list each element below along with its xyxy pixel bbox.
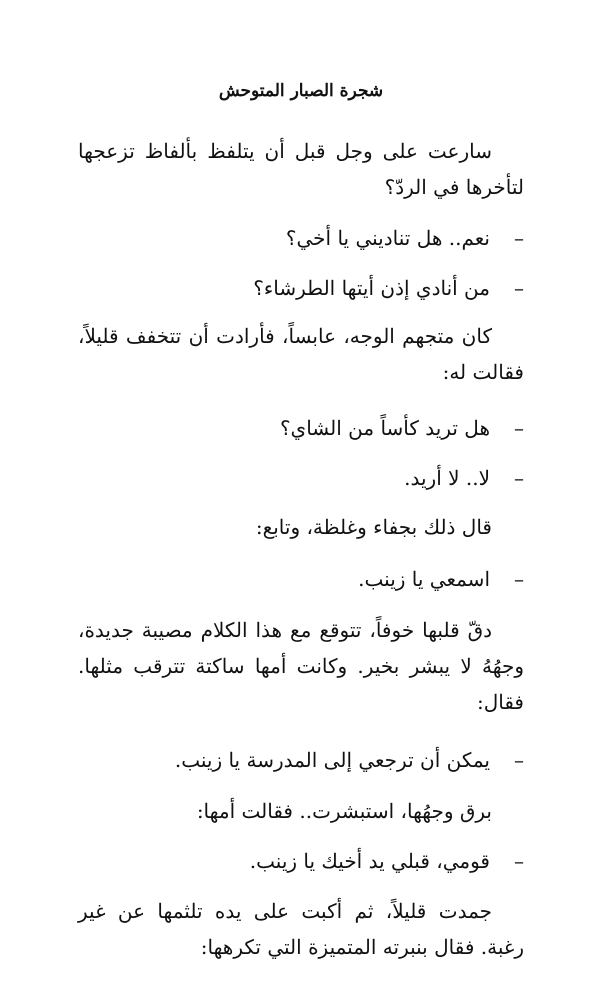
dialogue-line (78, 220, 524, 256)
dialogue-text: قومي، قبلي يد أخيك يا زينب. (249, 849, 490, 873)
dialogue-dash: – (514, 226, 524, 250)
book-page (78, 0, 524, 1000)
narration-paragraph: جمدت قليلاً، ثم أكبت على يده تلثمها عن غير رغبة. فقال بنبرته المتميزة التي تكرهها: (78, 899, 524, 959)
dialogue-text: هل تريد كأساً من الشاي؟ (279, 416, 490, 440)
dialogue-dash: – (514, 416, 524, 440)
narration-paragraph: دقّ قلبها خوفاً، تتوقع مع هذا الكلام مصيبة جديدة، وجهُهُ لا يبشر بخير. وكانت أمها ساكتة تترقب مثلها. فقال: (78, 618, 524, 714)
dialogue-text: من أنادي إذن أيتها الطرشاء؟ (253, 276, 490, 300)
dialogue-line (78, 270, 524, 306)
dialogue-dash: – (514, 466, 524, 490)
dialogue-line (78, 843, 524, 879)
dialogue-line (78, 460, 524, 496)
narration-paragraph: كان متجهم الوجه، عابساً، فأرادت أن تتخفف قليلاً، فقالت له: (78, 324, 524, 384)
dialogue-dash: – (514, 276, 524, 300)
narration-paragraph: سارعت على وجل قبل أن يتلفظ بألفاظ تزعجها لتأخرها في الردّ؟ (78, 139, 524, 199)
dialogue-line (78, 561, 524, 597)
dialogue-dash: – (514, 849, 524, 873)
chapter-title: شجرة الصبار المتوحش (218, 81, 384, 101)
dialogue-text: اسمعي يا زينب. (358, 567, 490, 591)
narration-paragraph: برق وجهُها، استبشرت.. فقالت أمها: (196, 799, 492, 823)
dialogue-line (78, 410, 524, 446)
dialogue-line (78, 742, 524, 778)
dialogue-dash: – (514, 748, 524, 772)
dialogue-text: لا.. لا أريد. (404, 466, 490, 490)
dialogue-dash: – (514, 567, 524, 591)
dialogue-text: يمكن أن ترجعي إلى المدرسة يا زينب. (174, 748, 490, 772)
narration-paragraph: قال ذلك بجفاء وغلظة، وتابع: (255, 515, 492, 539)
dialogue-text: نعم.. هل تناديني يا أخي؟ (285, 226, 490, 250)
